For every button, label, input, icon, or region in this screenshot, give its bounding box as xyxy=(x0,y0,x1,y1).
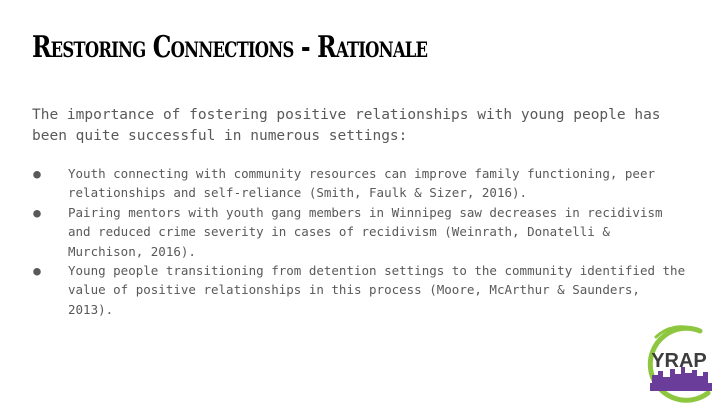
bullet-dot-icon: ● xyxy=(33,166,41,181)
slide-title: Restoring Connections - Rationale xyxy=(32,30,428,65)
intro-text: The importance of fostering positive relationships with young people has been quite successful in numerous settings: xyxy=(32,107,661,144)
bullet-dot-icon: ● xyxy=(33,263,41,279)
bullet-text: Pairing mentors with youth gang members in Winnipeg saw decreases in recidivism and reduced crime severity in cases of recidivism (Weinrath, Donatelli & Murchison, 2016). xyxy=(68,204,663,259)
bullet-dot-icon: ● xyxy=(33,204,41,220)
bullet-text: Youth connecting with community resources can improve family functioning, peer relationships and self-reliance (Smith, Faulk & Sizer, 2016). xyxy=(68,166,655,201)
logo-text: YRAP xyxy=(651,350,707,372)
bullet-item xyxy=(32,164,692,203)
bullet-list xyxy=(32,164,692,319)
bullet-text: Young people transitioning from detention settings to the community identified the value of positive relationships in this process (Moore, McArthur & Saunders, 2013). xyxy=(68,263,686,317)
bullet-item xyxy=(32,261,692,319)
bullet-item xyxy=(32,203,692,261)
yrap-logo-icon xyxy=(638,325,720,405)
